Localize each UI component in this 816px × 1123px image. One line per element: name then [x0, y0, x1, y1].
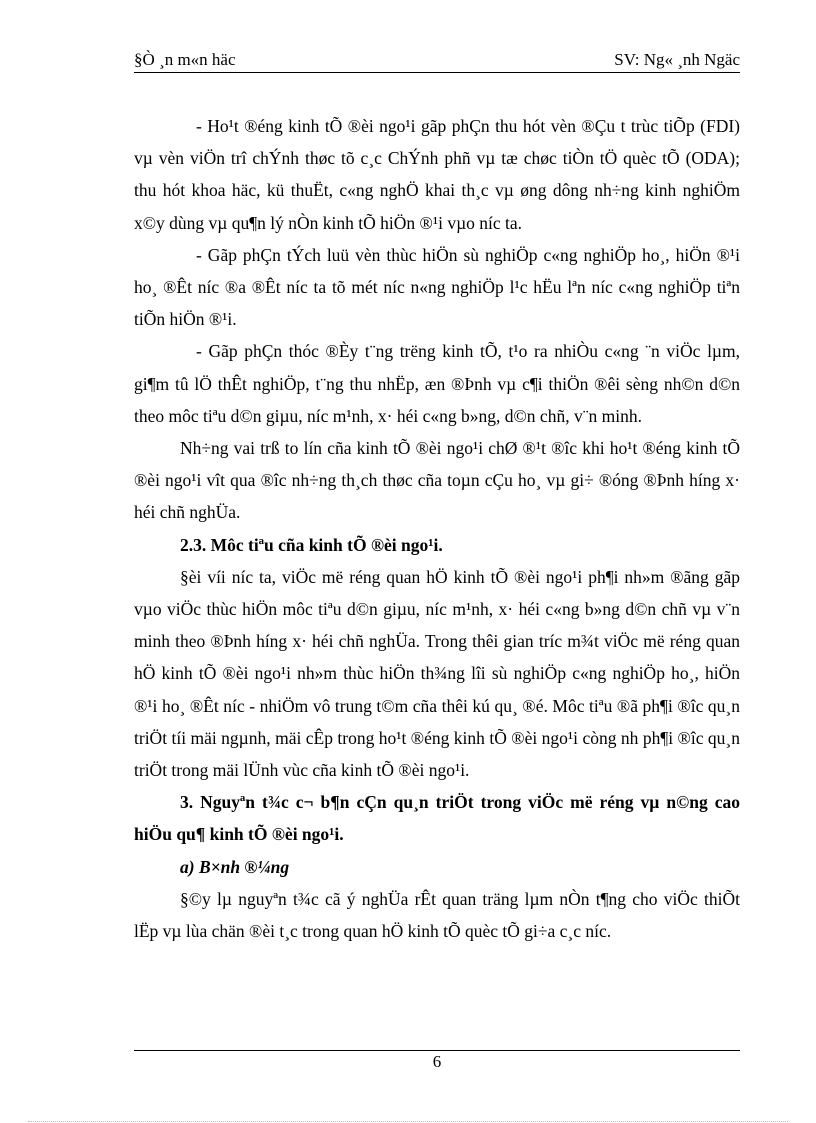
paragraph-growth-employment: - Gãp phÇn thóc ®Èy t¨ng trëng kinh tÕ, t¹o ra nhiÒu c«ng ¨n viÖc lµm, gi¶m tû lÖ thÊt nghiÖp, t¨ng thu nhËp, æn ®Þnh vµ c¶i thiÖn ®êi sèng nh©n d©n theo môc tiªu d©n giµu, níc m¹nh, x· héi c«ng b»ng, d©n chñ, v¨n minh.: [134, 341, 740, 426]
paragraph-objectives: §èi víi níc ta, viÖc më réng quan hÖ kinh tÕ ®èi ngo¹i ph¶i nh»m ®ãng gãp vµo viÖc thùc hiÖn môc tiªu d©n giµu, níc m¹nh, x· héi c«ng b»ng d©n chñ vµ v¨n minh theo ®Þnh híng x· héi chñ nghÜa. Trong thêi gian tríc m¾t viÖc më réng quan hÖ kinh tÕ ®èi ngo¹i nh»m thùc hiÖn th¾ng lîi sù nghiÖp c«ng nghiÖp ho¸, hiÖn ®¹i ho¸ ®Êt níc - nhiÖm vô trung t©m cña thêi kú qu¸ ®é. Môc tiªu ®ã ph¶i ®îc qu¸n triÖt tíi mäi ngµnh, mäi cÊp trong ho¹t ®éng kinh tÕ ®èi ngo¹i còng nh ph¶i ®îc qu¸n triÖt trong mäi lÜnh vùc cña kinh tÕ ®èi ngo¹i.: [134, 566, 740, 781]
footer-divider: [134, 1050, 740, 1051]
document-body: [134, 110, 740, 947]
section-heading-2-3: 2.3. Môc tiªu cña kinh tÕ ®èi ngo¹i.: [180, 534, 443, 555]
paragraph-fdi-oda: - Ho¹t ®éng kinh tÕ ®èi ngo¹i gãp phÇn thu hót vèn ®Çu t trùc tiÕp (FDI) vµ vèn viÖn trî chÝnh thøc tõ c¸c ChÝnh phñ vµ tæ chøc tiÒn tÖ quèc tÕ (ODA); thu hót khoa häc, kü thuËt, c«ng nghÖ khai th¸c vµ øng dông nh÷ng kinh nghiÖm x©y dùng vµ qu¶n lý nÒn kinh tÕ hiÖn ®¹i vµo níc ta.: [134, 116, 740, 233]
header-student-name: SV: Ng« ¸nh Ngäc: [614, 50, 740, 69]
paragraph-equality: §©y lµ nguyªn t¾c cã ý nghÜa rÊt quan träng lµm nÒn t¶ng cho viÖc thiÕt lËp vµ lùa chän ®èi t¸c trong quan hÖ kinh tÕ quèc tÕ gi÷a c¸c níc.: [134, 888, 740, 942]
section-heading-3: 3. Nguyªn t¾c c¬ b¶n cÇn qu¸n triÖt trong viÖc më réng vµ n©ng cao hiÖu qu¶ kinh tÕ ®èi ngo¹i.: [134, 792, 740, 845]
paragraph-role-summary: Nh÷ng vai trß to lín cña kinh tÕ ®èi ngo¹i chØ ®¹t ®îc khi ho¹t ®éng kinh tÕ ®èi ngo¹i vît qua ®îc nh÷ng th¸ch thøc cña toµn cÇu ho¸ vµ gi÷ ®óng ®Þnh híng x· héi chñ nghÜa.: [134, 438, 740, 523]
paragraph-capital-accumulation: - Gãp phÇn tÝch luü vèn thùc hiÖn sù nghiÖp c«ng nghiÖp ho¸, hiÖn ®¹i ho¸ ®Êt níc ®a ®Êt níc ta tõ mét níc n«ng nghiÖp l¹c hËu lªn níc c«ng nghiÖp tiªn tiÕn hiÖn ®¹i.: [134, 244, 740, 330]
subheading-equality: a) B×nh ®¼ng: [180, 856, 290, 877]
page-header: [134, 48, 740, 73]
page-number: 6: [432, 1052, 442, 1071]
page-bottom-dotted-line: [28, 1121, 788, 1122]
header-course-title: §Ò ¸n m«n häc: [134, 50, 236, 69]
